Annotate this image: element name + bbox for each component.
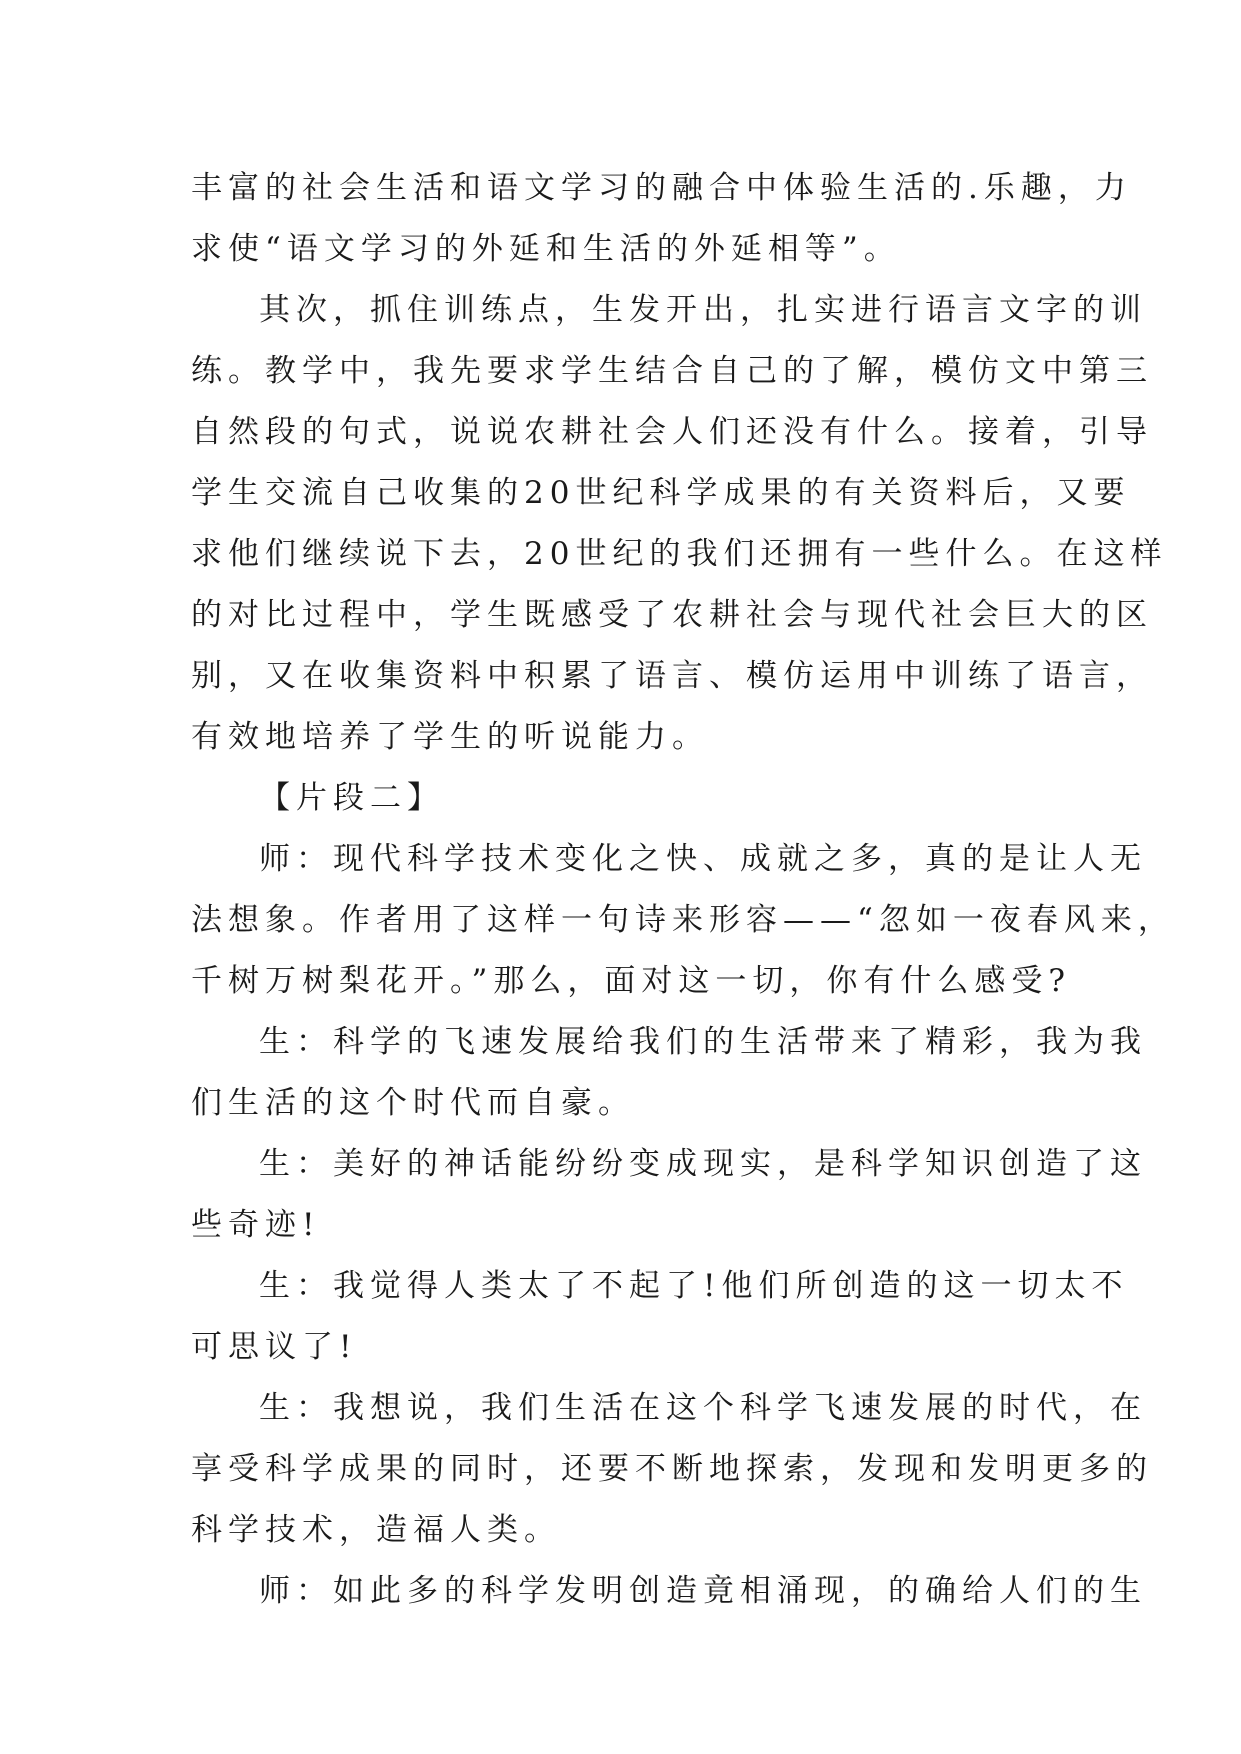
text-line: 可思议了!: [191, 1329, 358, 1365]
text-line: 有效地培养了学生的听说能力。: [191, 719, 709, 755]
text-line: 别，又在收集资料中积累了语言、模仿运用中训练了语言，: [191, 658, 1153, 694]
text-line: 丰富的社会生活和语文学习的融合中体验生活的.乐趣，力: [191, 170, 1132, 206]
text-line: 的对比过程中，学生既感受了农耕社会与现代社会巨大的区: [191, 597, 1153, 633]
paragraph-start-line: 生：美好的神话能纷纷变成现实，是科学知识创造了这: [259, 1146, 1147, 1182]
text-line: 练。教学中，我先要求学生结合自己的了解，模仿文中第三: [191, 353, 1153, 389]
paragraph-start-line: 师：如此多的科学发明创造竟相涌现，的确给人们的生: [259, 1573, 1147, 1609]
text-line: 自然段的句式，说说农耕社会人们还没有什么。接着，引导: [191, 414, 1153, 450]
text-line: 千树万树梨花开。”那么，面对这一切，你有什么感受?: [191, 963, 1071, 999]
text-line: 求使“语文学习的外延和生活的外延相等”。: [191, 231, 901, 267]
text-line: 享受科学成果的同时，还要不断地探索，发现和发明更多的: [191, 1451, 1153, 1487]
text-line: 法想象。作者用了这样一句诗来形容——“忽如一夜春风来，: [191, 902, 1175, 938]
text-line: 求他们继续说下去，20世纪的我们还拥有一些什么。在这样: [191, 536, 1168, 572]
paragraph-start-line: 生：我想说，我们生活在这个科学飞速发展的时代，在: [259, 1390, 1147, 1426]
section-heading: 【片段二】: [259, 780, 444, 816]
paragraph-start-line: 师：现代科学技术变化之快、成就之多，真的是让人无: [259, 841, 1147, 877]
text-line: 们生活的这个时代而自豪。: [191, 1085, 635, 1121]
text-line: 科学技术，造福人类。: [191, 1512, 561, 1548]
paragraph-start-line: 其次，抓住训练点，生发开出，扎实进行语言文字的训: [259, 292, 1147, 328]
text-line: 学生交流自己收集的20世纪科学成果的有关资料后，又要: [191, 475, 1131, 511]
paragraph-start-line: 生：科学的飞速发展给我们的生活带来了精彩，我为我: [259, 1024, 1147, 1060]
body-text: [191, 158, 1175, 1622]
paragraph-start-line: 生：我觉得人类太了不起了!他们所创造的这一切太不: [259, 1268, 1129, 1304]
text-line: 些奇迹!: [191, 1207, 321, 1243]
